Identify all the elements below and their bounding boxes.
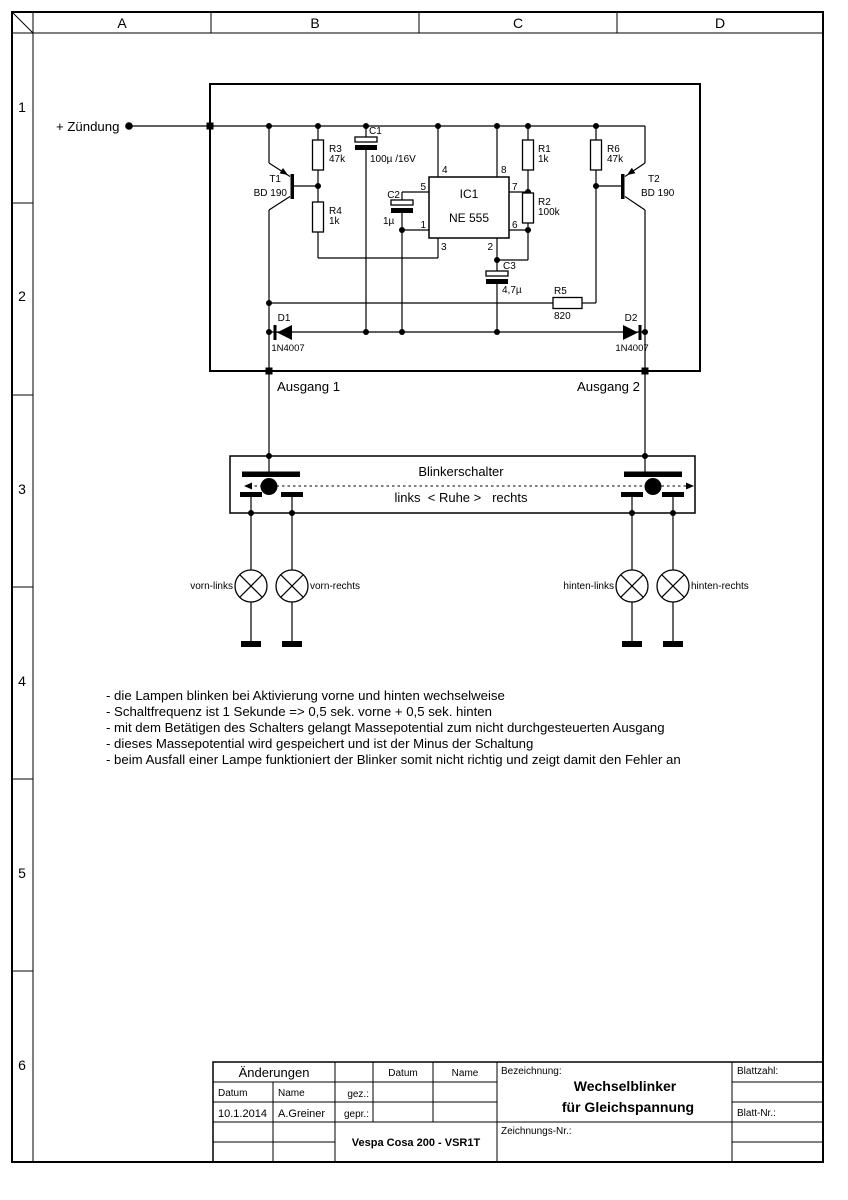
note-line: - mit dem Betätigen des Schalters gelangt Massepotential zum nicht durchgesteuerten Ausgang — [106, 720, 665, 735]
ic-pin-7: 7 — [512, 182, 518, 193]
note-line: - die Lampen blinken bei Aktivierung vorne und hinten wechselweise — [106, 688, 505, 703]
diode-part: 1N4007 — [271, 343, 305, 354]
capacitor-c1 — [355, 126, 416, 165]
blinker-switch-box — [230, 456, 695, 513]
notes — [106, 688, 681, 767]
capacitor-value: 1µ — [383, 216, 395, 227]
changes-header: Änderungen — [238, 1065, 310, 1080]
capacitor-ref: C3 — [503, 261, 516, 272]
supply-label: + Zündung — [56, 119, 120, 134]
row-label-5: 5 — [18, 865, 26, 881]
row-label-3: 3 — [18, 481, 26, 497]
resistor-r4 — [313, 202, 343, 232]
note-line: - beim Ausfall einer Lampe funktioniert der Blinker somit nicht richtig und zeigt damit den Fehler an — [106, 752, 681, 767]
lamp-label: vorn-rechts — [310, 581, 361, 592]
column-label-b: B — [310, 15, 320, 31]
ic-ref: IC1 — [459, 187, 479, 201]
row-label-2: 2 — [18, 288, 26, 304]
column-label-c: C — [512, 15, 524, 31]
ic-pin-4: 4 — [442, 165, 448, 176]
ic-pin-1: 1 — [420, 220, 426, 231]
name-column-label: Name — [278, 1088, 305, 1099]
diode-ref: D1 — [277, 313, 291, 324]
resistor-ref: R2 — [538, 197, 551, 208]
ic-pin-2: 2 — [487, 242, 493, 253]
gepr-label: gepr.: — [343, 1109, 369, 1120]
arrow-left-icon — [244, 483, 252, 490]
resistor-ref: R6 — [607, 144, 620, 155]
resistor-ref: R5 — [554, 286, 567, 297]
resistor-ref: R4 — [329, 206, 342, 217]
diode-ref: D2 — [624, 313, 638, 324]
change-date: 10.1.2014 — [218, 1108, 267, 1120]
ic-pin-3: 3 — [441, 242, 447, 253]
capacitor-value: 4,7µ — [502, 285, 522, 296]
ic1-ne555 — [420, 165, 518, 253]
ic-pin-8: 8 — [501, 165, 507, 176]
resistor-r1 — [523, 140, 552, 170]
ic-part: NE 555 — [448, 211, 490, 225]
gez-label: gez.: — [347, 1089, 369, 1100]
drawing-title-line1: Wechselblinker — [573, 1078, 677, 1094]
project-name: Vespa Cosa 200 - VSR1T — [351, 1137, 481, 1149]
capacitor-c3 — [486, 261, 522, 296]
resistor-value: 1k — [329, 216, 340, 227]
row-label-1: 1 — [18, 99, 26, 115]
note-line: - Schaltfrequenz ist 1 Sekunde => 0,5 sek. vorne + 0,5 sek. hinten — [106, 704, 492, 719]
resistor-value: 47k — [329, 154, 346, 165]
transistor-t2 — [621, 168, 675, 199]
capacitor-ref: C2 — [387, 190, 400, 201]
resistor-ref: R3 — [329, 144, 342, 155]
resistor-r3 — [313, 140, 347, 170]
transistor-ref: T2 — [648, 174, 660, 185]
lamp-vorn-links — [190, 570, 267, 647]
transistor-ref: T1 — [269, 174, 281, 185]
blattzahl-label: Blattzahl: — [737, 1066, 779, 1077]
resistor-ref: R1 — [538, 144, 551, 155]
capacitor-c2 — [383, 190, 413, 227]
column-label-d: D — [714, 15, 726, 31]
diode-part: 1N4007 — [615, 343, 649, 354]
drawing-title-line2: für Gleichspannung — [561, 1099, 695, 1115]
datum-column-label: Datum — [218, 1088, 248, 1099]
transistor-part: BD 190 — [641, 188, 675, 199]
resistor-value: 820 — [554, 311, 571, 322]
bezeichnung-label: Bezeichnung: — [501, 1066, 562, 1077]
capacitor-ref: C1 — [369, 126, 382, 137]
lamp-label: hinten-rechts — [691, 581, 749, 592]
row-labels — [18, 99, 26, 1073]
column-label-a: A — [117, 15, 127, 31]
row-label-6: 6 — [18, 1057, 26, 1073]
switch-positions: links < Ruhe > rechts — [394, 490, 528, 505]
zeichnungs-nr-label: Zeichnungs-Nr.: — [501, 1126, 572, 1137]
title-block — [213, 1062, 823, 1162]
resistor-value: 47k — [607, 154, 624, 165]
capacitor-value: 100µ /16V — [370, 154, 416, 165]
arrow-right-icon — [686, 483, 694, 490]
lamp-hinten-links — [563, 570, 648, 647]
resistor-value: 100k — [538, 207, 560, 218]
ground-icon — [282, 641, 302, 647]
ic-pin-6: 6 — [512, 220, 518, 231]
lamp-vorn-rechts — [276, 570, 360, 647]
datum-header: Datum — [388, 1068, 418, 1079]
note-line: - dieses Massepotential wird gespeichert und ist der Minus der Schaltung — [106, 736, 534, 751]
switch-right — [621, 472, 684, 498]
junction-dots — [125, 122, 676, 516]
lamp-label: hinten-links — [563, 581, 614, 592]
resistor-r6 — [591, 140, 625, 170]
resistor-r2 — [523, 193, 561, 223]
change-author: A.Greiner — [278, 1108, 326, 1120]
transistor-part: BD 190 — [253, 188, 287, 199]
switch-title: Blinkerschalter — [418, 464, 504, 479]
ground-icon — [241, 641, 261, 647]
output-2-label: Ausgang 2 — [576, 379, 640, 394]
ground-icon — [622, 641, 642, 647]
ground-icon — [663, 641, 683, 647]
row-label-4: 4 — [18, 673, 26, 689]
output-1-label: Ausgang 1 — [277, 379, 341, 394]
ic-pin-5: 5 — [420, 182, 426, 193]
transistor-t1 — [254, 168, 294, 199]
resistor-r5 — [553, 286, 582, 322]
diode-d1 — [271, 313, 304, 354]
lamp-label: vorn-links — [190, 581, 233, 592]
name-header: Name — [451, 1068, 479, 1079]
resistor-value: 1k — [538, 154, 549, 165]
lamp-hinten-rechts — [657, 570, 749, 647]
blatt-nr-label: Blatt-Nr.: — [737, 1108, 776, 1119]
column-labels — [117, 15, 725, 31]
